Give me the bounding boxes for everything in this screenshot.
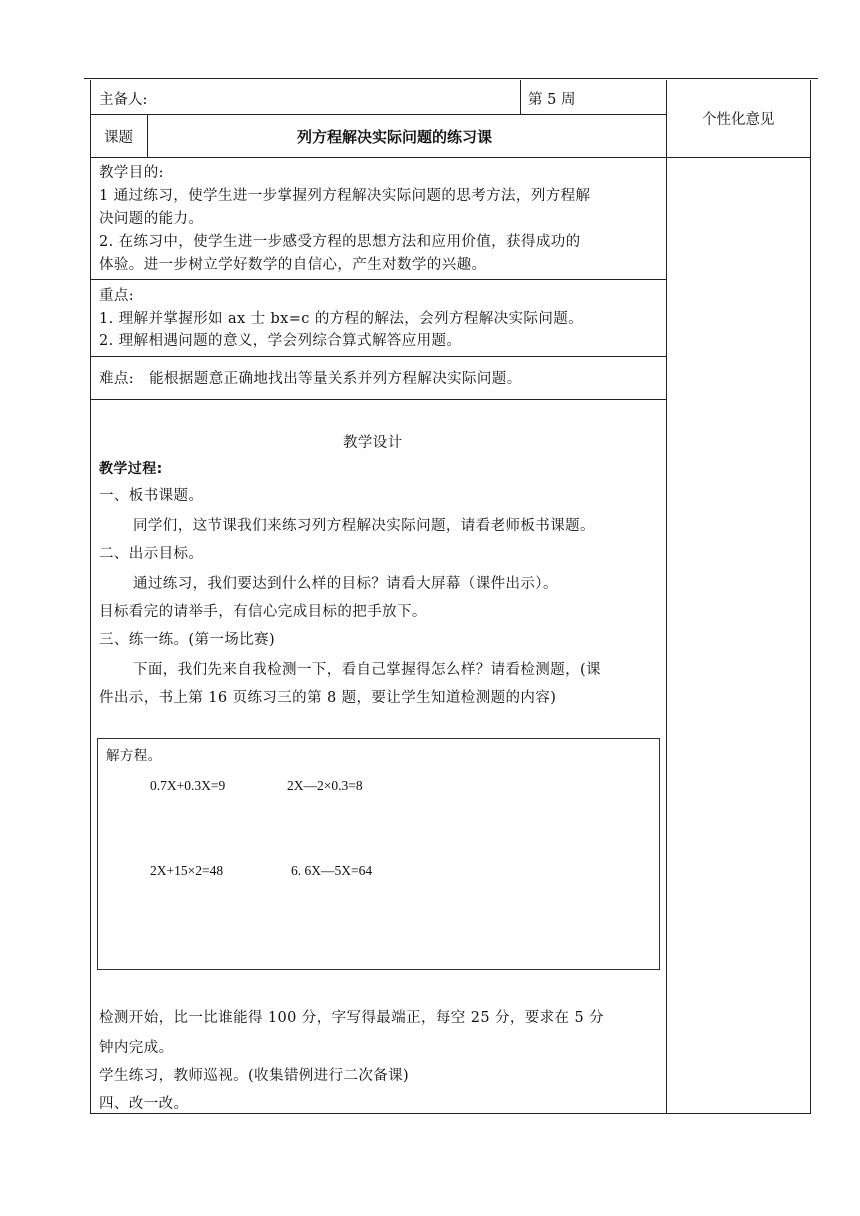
topic-cell-divider bbox=[147, 114, 148, 158]
column-divider bbox=[666, 80, 667, 1114]
row-line bbox=[90, 399, 667, 400]
equation-4: 6. 6X—5X=64 bbox=[291, 863, 373, 878]
keypoint-1: 1. 理解并掌握形如 ax 士 bx=c 的方程的解法，会列方程解决实际问题。 bbox=[99, 311, 584, 327]
topic-label: 课题 bbox=[104, 130, 133, 146]
equation-2: 2X—2×0.3=8 bbox=[287, 778, 363, 793]
exercise-box-title: 解方程。 bbox=[106, 748, 162, 764]
week-label: 第 5 周 bbox=[528, 92, 576, 108]
after-box-line2: 钟内完成。 bbox=[99, 1040, 174, 1056]
section-2-body-2: 目标看完的请举手，有信心完成目标的把手放下。 bbox=[99, 604, 427, 620]
row-line bbox=[90, 356, 667, 357]
table-border-right bbox=[810, 80, 811, 1114]
difficulty-text: 难点: 能根据题意正确地找出等量关系并列方程解决实际问题。 bbox=[99, 371, 522, 387]
week-cell-divider bbox=[520, 80, 521, 115]
row-line bbox=[90, 114, 667, 115]
top-rule bbox=[84, 78, 818, 79]
objective-2-line1: 2. 在练习中，使学生进一步感受方程的思想方法和应用价值，获得成功的 bbox=[99, 234, 581, 250]
equation-1: 0.7X+0.3X=9 bbox=[150, 778, 226, 793]
table-border-left bbox=[90, 80, 91, 1114]
topic-title: 列方程解决实际问题的练习课 bbox=[297, 128, 493, 146]
section-1-title: 一、板书课题。 bbox=[99, 488, 204, 504]
design-heading: 教学设计 bbox=[343, 435, 403, 451]
section-2-title: 二、出示目标。 bbox=[99, 546, 204, 562]
objective-1-line2: 决问题的能力。 bbox=[99, 211, 204, 227]
process-heading: 教学过程: bbox=[99, 461, 163, 477]
section-3-title: 三、练一练。(第一场比赛) bbox=[99, 632, 276, 648]
section-2-body: 通过练习，我们要达到什么样的目标？请看大屏幕（课件出示）。 bbox=[133, 576, 558, 592]
row-line bbox=[90, 279, 667, 280]
objectives-heading: 教学目的: bbox=[99, 165, 164, 181]
section-3-body-line2: 件出示，书上第 16 页练习三的第 8 题，要让学生知道检测题的内容) bbox=[99, 690, 557, 706]
section-3-body-line1: 下面，我们先来自我检测一下，看自己掌握得怎么样？请看检测题，(课 bbox=[133, 662, 601, 678]
after-box-line1: 检测开始，比一比谁能得 100 分，字写得最端正，每空 25 分，要求在 5 分 bbox=[99, 1010, 605, 1026]
section-4-title: 四、改一改。 bbox=[99, 1096, 189, 1112]
row-line bbox=[90, 157, 811, 158]
practice-text: 学生练习，教师巡视。(收集错例进行二次备课) bbox=[99, 1068, 410, 1084]
keypoint-2: 2. 理解相遇问题的意义，学会列综合算式解答应用题。 bbox=[99, 333, 462, 349]
objective-2-line2: 体验。进一步树立学好数学的自信心，产生对数学的兴趣。 bbox=[99, 257, 487, 273]
exercise-box bbox=[97, 738, 660, 970]
section-1-body: 同学们，这节课我们来练习列方程解决实际问题，请看老师板书课题。 bbox=[133, 518, 595, 534]
personal-opinion-label: 个性化意见 bbox=[702, 112, 775, 128]
objective-1-line1: 1 通过练习，使学生进一步掌握列方程解决实际问题的思考方法，列方程解 bbox=[99, 188, 591, 204]
keypoints-heading: 重点: bbox=[99, 288, 135, 304]
table-border-bottom bbox=[90, 1113, 811, 1114]
equation-3: 2X+15×2=48 bbox=[150, 863, 224, 878]
preparer-label: 主备人: bbox=[99, 92, 148, 108]
